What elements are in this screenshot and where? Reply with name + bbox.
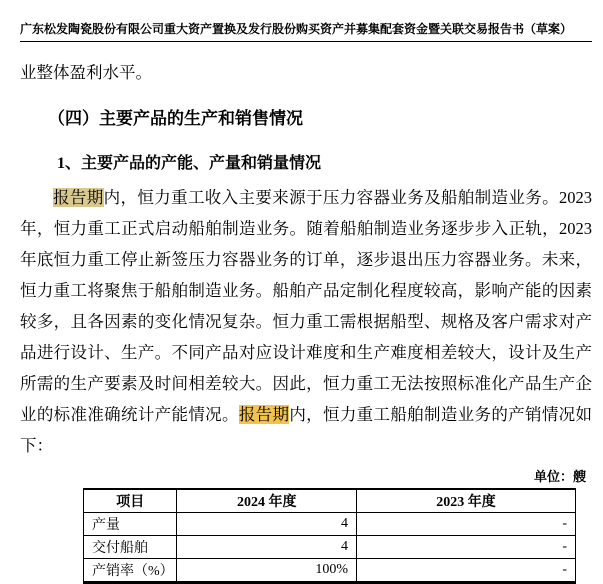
row-output-2024: 4 [177, 513, 357, 536]
table-row-delivered-ships [84, 536, 576, 559]
paragraph-segment-1: 内，恒力重工收入主要来源于压力容器业务及船舶制造业务。2023年，恒力重工正式启动船舶制造业务。随着船舶制造业务逐步步入正轨，2023年底恒力重工停止新签压力容器业务的订单，逐步退出压力容器业务。未来，恒力重工将聚焦于船舶制造业务。船舶产品定制化程度较高，影响产能的因素较多，且各因素的变化情况复杂。恒力重工需根据船型、规格及客户需求对产品进行设计、生产。不同产品对应设计难度和生产难度相差较大，设计及生产所需的生产要素及时间相差较大。因此，恒力重工无法按照标准化产品生产企业的标准准确统计产能情况。 [20, 188, 593, 424]
table-row-sales-ratio [84, 559, 576, 583]
column-header-2023: 2023 年度 [357, 489, 576, 513]
row-ratio-2023: - [357, 559, 576, 583]
body-paragraph [20, 182, 592, 461]
highlighted-term-report-period-1: 报告期 [53, 188, 104, 207]
row-label-delivered-ships: 交付船舶 [84, 536, 177, 559]
document-header-title: 广东松发陶瓷股份有限公司重大资产置换及发行股份购买资产并募集配套资金暨关联交易报告书（草案） [20, 22, 592, 42]
table-unit-label: 单位：艘 [533, 469, 586, 484]
table-header-row [84, 489, 576, 513]
row-delivered-2023: - [357, 536, 576, 559]
row-label-output: 产量 [84, 513, 177, 536]
row-label-sales-ratio: 产销率（%） [84, 559, 177, 583]
row-ratio-2024: 100% [177, 559, 357, 583]
paragraph-segment-2: 内，恒力重工船舶制造业务的产销情况如下： [20, 405, 593, 455]
table-row-output [84, 513, 576, 536]
sub-heading: 1、主要产品的产能、产量和销量情况 [57, 155, 322, 172]
row-output-2023: - [357, 513, 576, 536]
highlighted-term-report-period-2: 报告期 [238, 405, 290, 424]
production-sales-table [83, 488, 576, 584]
document-page [20, 22, 592, 584]
intro-text: 业整体盈利水平。 [20, 63, 152, 82]
section-heading: （四）主要产品的生产和销售情况 [48, 109, 303, 128]
column-header-2024: 2024 年度 [177, 489, 357, 513]
column-header-item: 项目 [84, 489, 177, 513]
row-delivered-2024: 4 [177, 536, 357, 559]
